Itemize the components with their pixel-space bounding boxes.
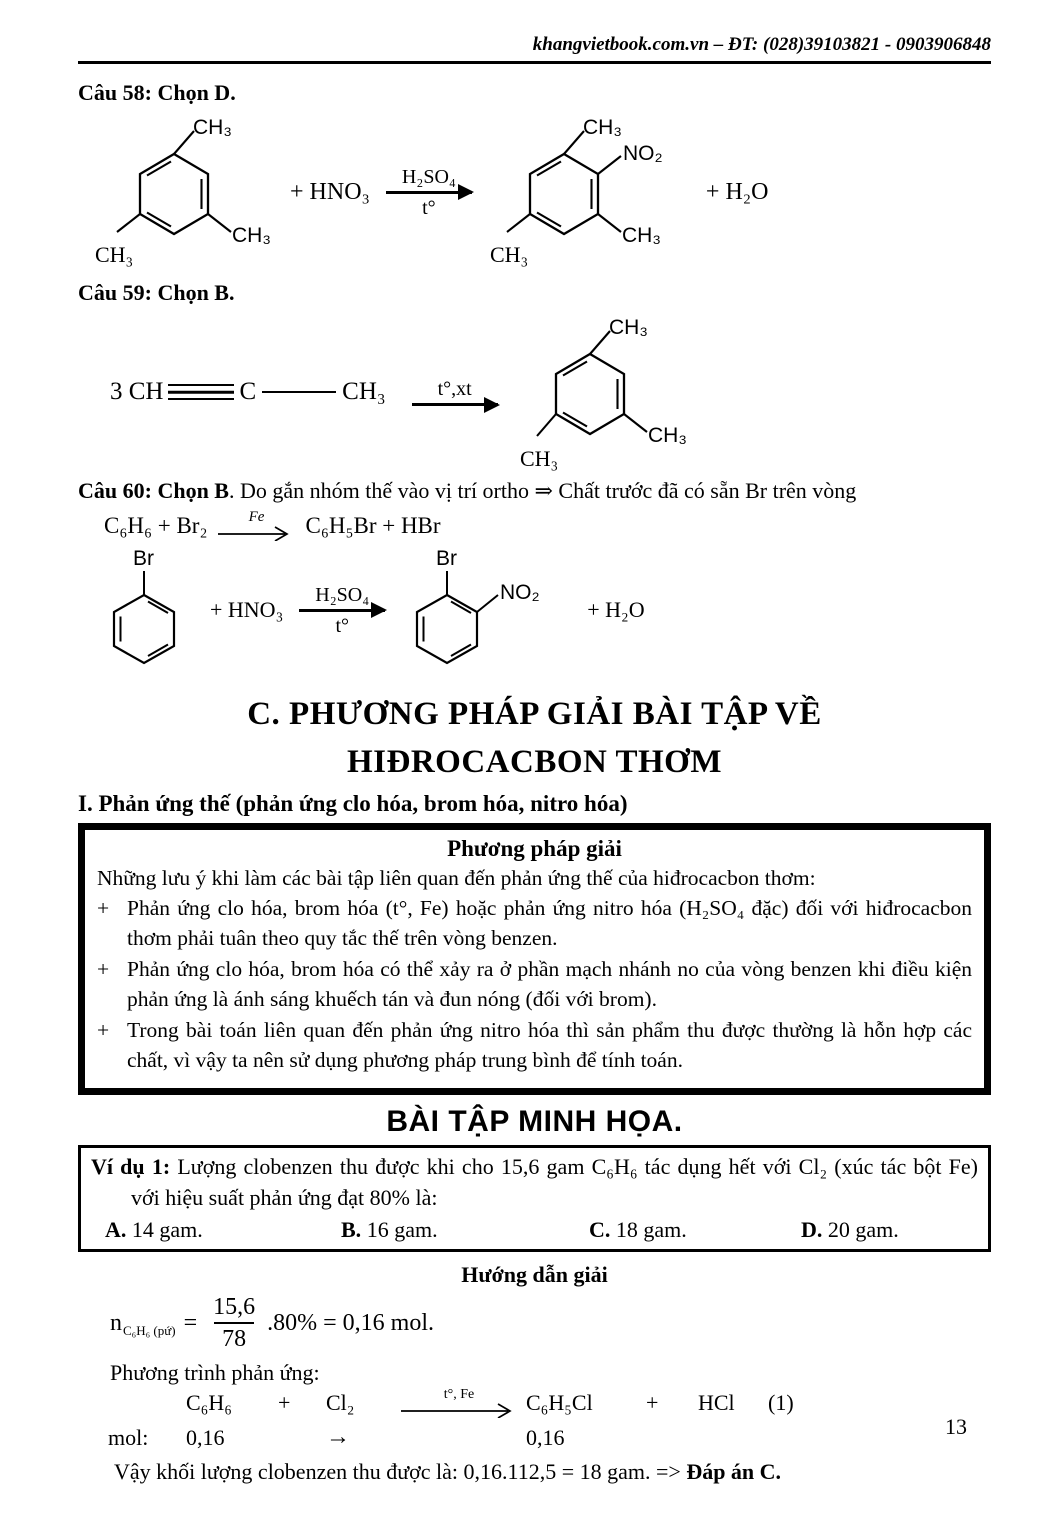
section-c-line2: HIĐROCACBON THƠM <box>347 743 722 780</box>
atom-label: Br <box>436 547 458 570</box>
reaction-arrow <box>299 584 385 637</box>
arrow-condition-top: t°,xt <box>437 378 472 400</box>
eq-number: (1) <box>768 1390 794 1416</box>
question-60-explanation: . Do gắn nhóm thế vào vị trí ortho ⇒ Chất trước đã có sẵn Br trên vòng <box>228 478 857 503</box>
atom-label: CH₃ <box>95 242 134 267</box>
answer-options <box>105 1217 978 1243</box>
atom-label: CH₃ <box>647 424 687 447</box>
page-number: 13 <box>945 1414 967 1439</box>
publisher-contact: khangvietbook.com.vn – ĐT: (028)39103821 - 0903906848 <box>532 34 991 55</box>
benzene-ring <box>530 154 598 234</box>
arrow-shaft <box>412 403 498 406</box>
conclusion <box>114 1459 991 1485</box>
eq-c6h5cl: C₆H₅Cl <box>526 1390 593 1416</box>
answer-c <box>589 1217 801 1243</box>
propyne-left: 3 CH <box>110 378 164 405</box>
reaction-arrow <box>412 378 498 406</box>
fraction-numerator: 15,6 <box>213 1294 256 1321</box>
atom-label: CH₃ <box>582 116 622 139</box>
equation-right: C₆H₅Br + HBr <box>305 512 441 538</box>
answer-a <box>105 1217 341 1243</box>
single-bond <box>262 391 336 394</box>
bullet-marker: + <box>97 956 110 981</box>
atom-label: Br <box>133 547 154 570</box>
answer-letter: B. <box>341 1217 362 1243</box>
atom-label: CH₃ <box>489 242 529 267</box>
triple-bond <box>168 384 234 400</box>
reaction-59 <box>92 308 991 476</box>
eq-c6h6: C₆H₆ <box>186 1390 232 1416</box>
answer-letter: C. <box>589 1217 611 1243</box>
fraction <box>205 1292 263 1354</box>
example-box <box>78 1145 991 1253</box>
atom-label: CH₃ <box>193 116 232 139</box>
arrow-shaft <box>299 609 385 612</box>
arrow-condition-bottom: t° <box>335 614 350 637</box>
benzene-ring <box>417 595 477 663</box>
conclusion-answer: Đáp án C. <box>686 1459 782 1485</box>
answer-text: 14 gam. <box>126 1217 203 1243</box>
propyne-methyl: CH₃ <box>342 378 386 405</box>
eq-plus: + <box>278 1390 291 1416</box>
bullet-marker: + <box>97 895 110 920</box>
benzene-ring <box>140 154 208 234</box>
header-rule <box>78 61 991 64</box>
atom-label: CH₃ <box>608 316 648 339</box>
answer-text: 16 gam. <box>361 1217 438 1243</box>
question-60-label <box>78 478 991 504</box>
mesitylene-structure <box>92 108 284 276</box>
answer-text: 18 gam. <box>610 1217 687 1243</box>
answer-text: 20 gam. <box>822 1217 899 1243</box>
formula-result: .80% = 0,16 mol. <box>267 1309 434 1336</box>
method-bullet <box>97 1015 972 1076</box>
product-term: + H₂O <box>587 597 645 622</box>
n-subscript: C₆H₆ (pứ) <box>123 1323 176 1339</box>
arrow-condition-top: H₂SO₄ <box>315 583 370 606</box>
arrow-conditions: t°, Fe <box>443 1387 475 1403</box>
eq-cl2: Cl₂ <box>326 1390 355 1416</box>
bullet-text: Phản ứng clo hóa, brom hóa (t°, Fe) hoặc phản ứng nitro hóa (H₂SO₄ đặc) đối với hiđrocacbon thơm phải tuân theo quy tắc thế trên vòng benzen. <box>127 895 972 951</box>
arrow-condition-bottom: t° <box>422 196 436 219</box>
reagent-term: + HNO₃ <box>290 178 370 205</box>
bromobenzene-structure <box>92 543 196 677</box>
mol-label: mol: <box>108 1424 149 1450</box>
section-c-heading <box>78 691 991 787</box>
solution-heading: Hướng dẫn giải <box>461 1262 608 1288</box>
arrow-catalyst: Fe <box>248 509 265 525</box>
mol-value-1: 0,16 <box>186 1424 225 1450</box>
section-i-heading: I. Phản ứng thế (phản ứng clo hóa, brom hóa, nitro hóa) <box>78 790 628 816</box>
reaction-60 <box>92 543 991 677</box>
chlorination-equation <box>108 1388 991 1451</box>
mol-value-2: 0,16 <box>526 1424 565 1450</box>
thin-arrow <box>400 1402 518 1418</box>
thin-arrow <box>217 525 295 541</box>
answer-letter: D. <box>801 1217 823 1243</box>
example-question <box>91 1152 978 1214</box>
answer-b <box>341 1217 589 1243</box>
eq-hcl: HCl <box>698 1390 735 1416</box>
benzene-ring <box>114 595 174 663</box>
equation-left: C₆H₆ + Br₂ <box>104 512 208 538</box>
question-59-label: Câu 59: Chọn B. <box>78 280 235 305</box>
propyne-carbon: C <box>239 378 257 405</box>
question-60-answer: Câu 60: Chọn B <box>78 478 229 503</box>
example-label: Ví dụ 1: <box>91 1153 171 1179</box>
bromination-equation <box>104 510 991 541</box>
conclusion-text: Vậy khối lượng clobenzen thu được là: 0,16.112,5 = 18 gam. => <box>114 1459 687 1485</box>
propyne-formula <box>110 378 386 406</box>
section-c-line1: C. PHƯƠNG PHÁP GIẢI BÀI TẬP VỀ <box>247 696 822 732</box>
benzene-ring <box>556 354 624 434</box>
bullet-text: Phản ứng clo hóa, brom hóa có thể xảy ra ở phần mạch nhánh no của vòng benzen khi điều kiện phản ứng là ánh sáng khuếch tán và đun nóng (đối với brom). <box>127 956 972 1012</box>
atom-label: CH₃ <box>621 224 661 247</box>
method-bullet <box>97 893 972 954</box>
atom-label: NO₂ <box>500 581 540 604</box>
mole-formula <box>110 1292 991 1354</box>
question-58-label: Câu 58: Chọn D. <box>78 80 236 105</box>
method-bullet <box>97 954 972 1015</box>
atom-label: CH₃ <box>232 224 271 247</box>
n-symbol: n <box>110 1309 122 1336</box>
bullet-text: Trong bài toán liên quan đến phản ứng nitro hóa thì sản phẩm thu được thường là hỗn hợp các chất, vì vậy ta nên sử dụng phương pháp trung bình để tính toán. <box>127 1017 972 1073</box>
arrow-shaft <box>386 191 472 194</box>
reagent-term: + HNO₃ <box>210 597 284 622</box>
page-header <box>78 34 991 56</box>
bullet-marker: + <box>97 1017 110 1042</box>
atom-label: NO₂ <box>622 142 663 165</box>
equation-arrow <box>392 1388 526 1418</box>
equation-arrow <box>217 510 295 541</box>
equation-intro: Phương trình phản ứng: <box>110 1360 320 1386</box>
answer-d <box>801 1217 978 1243</box>
equals-sign: = <box>183 1309 198 1336</box>
example-text: Lượng clobenzen thu được khi cho 15,6 gam C₆H₆ tác dụng hết với Cl₂ (xúc tác bột Fe) với hiệu suất phản ứng đạt 80% là: <box>131 1153 978 1210</box>
mol-arrow: → <box>326 1424 350 1451</box>
eq-plus: + <box>646 1390 659 1416</box>
reaction-58 <box>92 108 991 276</box>
mesitylene-structure <box>508 308 700 476</box>
method-box <box>78 823 991 1095</box>
answer-letter: A. <box>105 1217 127 1243</box>
product-term: + H₂O <box>705 178 769 205</box>
method-box-title: Phương pháp giải <box>447 835 622 861</box>
method-box-intro: Những lưu ý khi làm các bài tập liên quan đến phản ứng thế của hiđrocacbon thơm: <box>97 865 816 890</box>
exercises-heading: BÀI TẬP MINH HỌA. <box>386 1104 683 1138</box>
fraction-denominator: 78 <box>214 1322 254 1354</box>
bromonitrobenzene-structure <box>395 543 563 677</box>
arrow-condition-top: H₂SO₄ <box>401 165 456 188</box>
reaction-arrow <box>386 166 472 219</box>
atom-label: CH₃ <box>519 446 558 471</box>
trimethylnitrobenzene-structure <box>482 108 700 276</box>
